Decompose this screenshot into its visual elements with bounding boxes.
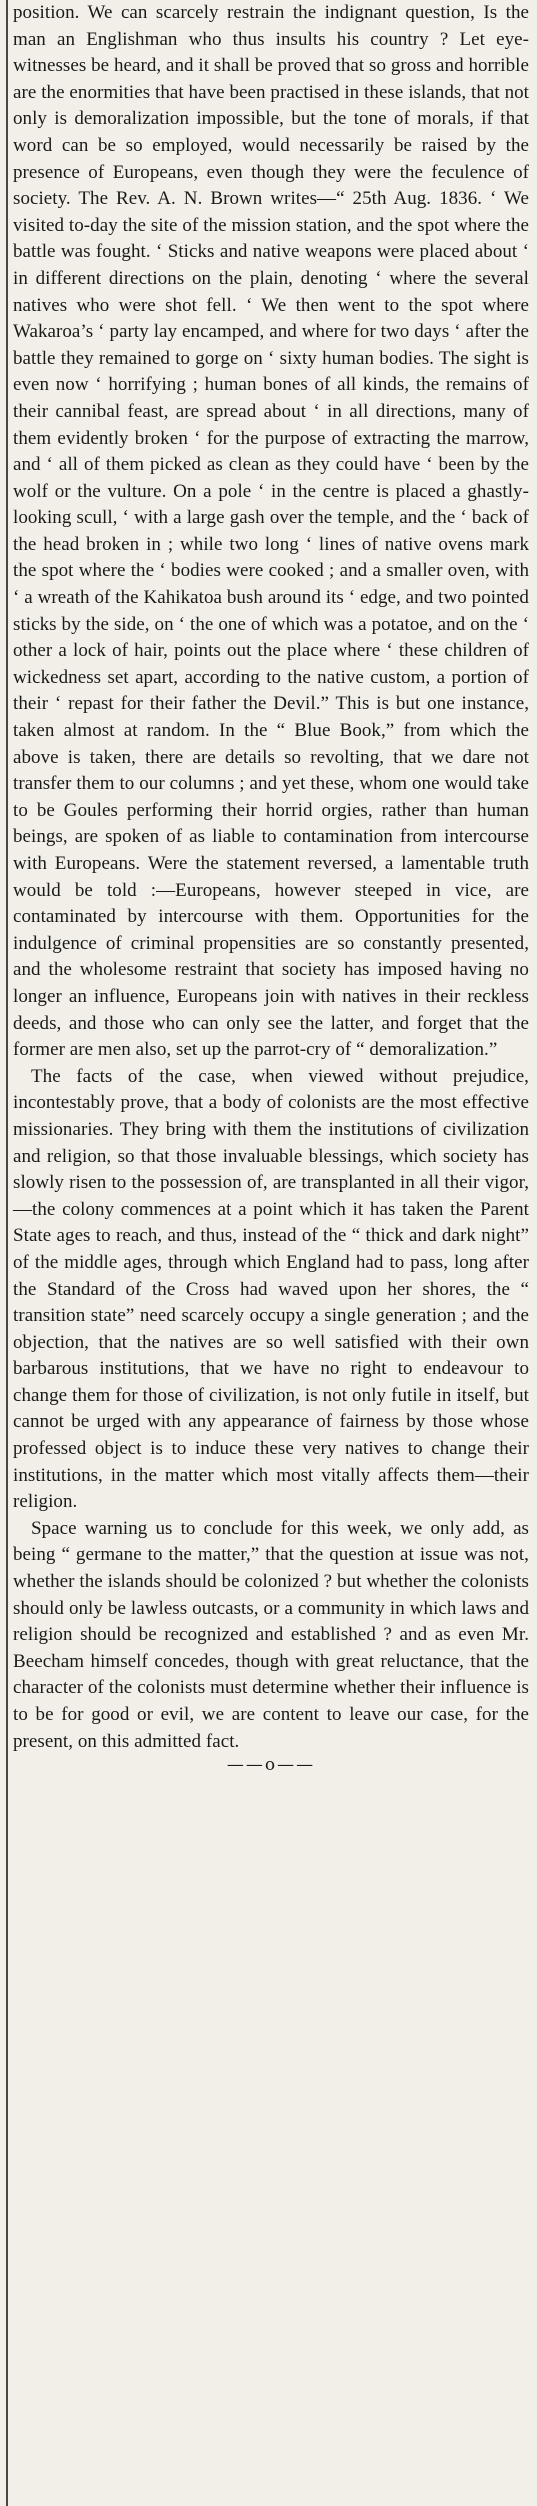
column-rule xyxy=(6,0,8,2506)
section-end-ornament: ——o—— xyxy=(226,1755,316,1776)
article-paragraph-1: position. We can scarcely restrain the indignant question, Is the man an Englishman who thus insults his country ? Let eye-witnesses be heard, and it shall be proved that so gross and horrible are the enormities that have been practised in these islands, that not only is demoralization impossible, but the tone of morals, if that word can be so employed, would necessarily be raised by the presence of Europeans, even though they were the feculence of society. The Rev. A. N. Brown writes—“ 25th Aug. 1836. ‘ We visited to-day the site of the mission station, and the spot where the battle was fought. ‘ Sticks and native weapons were placed about ‘ in different directions on the plain, denoting ‘ where the several natives who were shot fell. ‘ We then went to the spot where Wakaroa’s ‘ party lay encamped, and where for two days ‘ after the battle they remained to gorge on ‘ sixty human bodies. The sight is even now ‘ horrifying ; human bones of all kinds, the remains of their cannibal feast, are spread about ‘ in all directions, many of them evidently broken ‘ for the purpose of extracting the marrow, and ‘ all of them picked as clean as they could have ‘ been by the wolf or the vulture. On a pole ‘ in the centre is placed a ghastly-looking scull, ‘ with a large gash over the temple, and the ‘ back of the head broken in ; while two long ‘ lines of native ovens mark the spot where the ‘ bodies were cooked ; and a smaller oven, with ‘ a wreath of the Kahikatoa bush around its ‘ edge, and two pointed sticks by the side, on ‘ the one of which was a potatoe, and on the ‘ other a lock of hair, points out the place where ‘ these children of wickedness set apart, according to the native custom, a portion of their ‘ repast for their father the Devil.” This is but one instance, taken almost at random. In the “ Blue Book,” from which the above is taken, there are details so revolting, that we dare not transfer them to our columns ; and yet these, whom one would take to be Goules performing their horrid orgies, rather than human beings, are spoken of as liable to contamination from intercourse with Europeans. Were the statement reversed, a lamentable truth would be told :—Europeans, however steeped in vice, are contaminated by intercourse with them. Opportunities for the indulgence of criminal propensities are so constantly presented, and the wholesome restraint that society has imposed having no longer an influence, Europeans join with natives in their reckless deeds, and those who can only see the latter, and forget that the former are men also, set up the parrot-cry of “ demoralization.” xyxy=(13,2,529,1061)
article-paragraph-2: The facts of the case, when viewed without prejudice, incontestably prove, that a body of colonists are the most effective missionaries. They bring with them the institutions of civilization and religion, so that those invaluable blessings, which society has slowly risen to the possession of, are transplanted in all their vigor, —the colony commences at a point which it has taken the Parent State ages to reach, and thus, instead of the “ thick and dark night” of the middle ages, through which England had to pass, long after the Standard of the Cross had waved upon her shores, the “ transition state” need scarcely occupy a single generation ; and the objection, that the natives are so well satisfied with their own barbarous institutions, that we have no right to endeavour to change them for those of civilization, is not only futile in itself, but cannot be urged with any appearance of fairness by those whose professed object is to induce these very natives to change their institutions, in the matter which most vitally affects them—their religion. xyxy=(13,1065,529,1513)
article-column xyxy=(13,0,529,1775)
article-paragraph-3: Space warning us to conclude for this week, we only add, as being “ germane to the matter,” that the question at issue was not, whether the islands should be colonized ? but whether the colonists should only be lawless outcasts, or a community in which laws and religion should be recognized and established ? and as even Mr. Beecham himself concedes, though with great reluctance, that the character of the colonists must determine whether their influence is to be for good or evil, we are content to leave our case, for the present, on this admitted fact. xyxy=(13,1517,529,1752)
